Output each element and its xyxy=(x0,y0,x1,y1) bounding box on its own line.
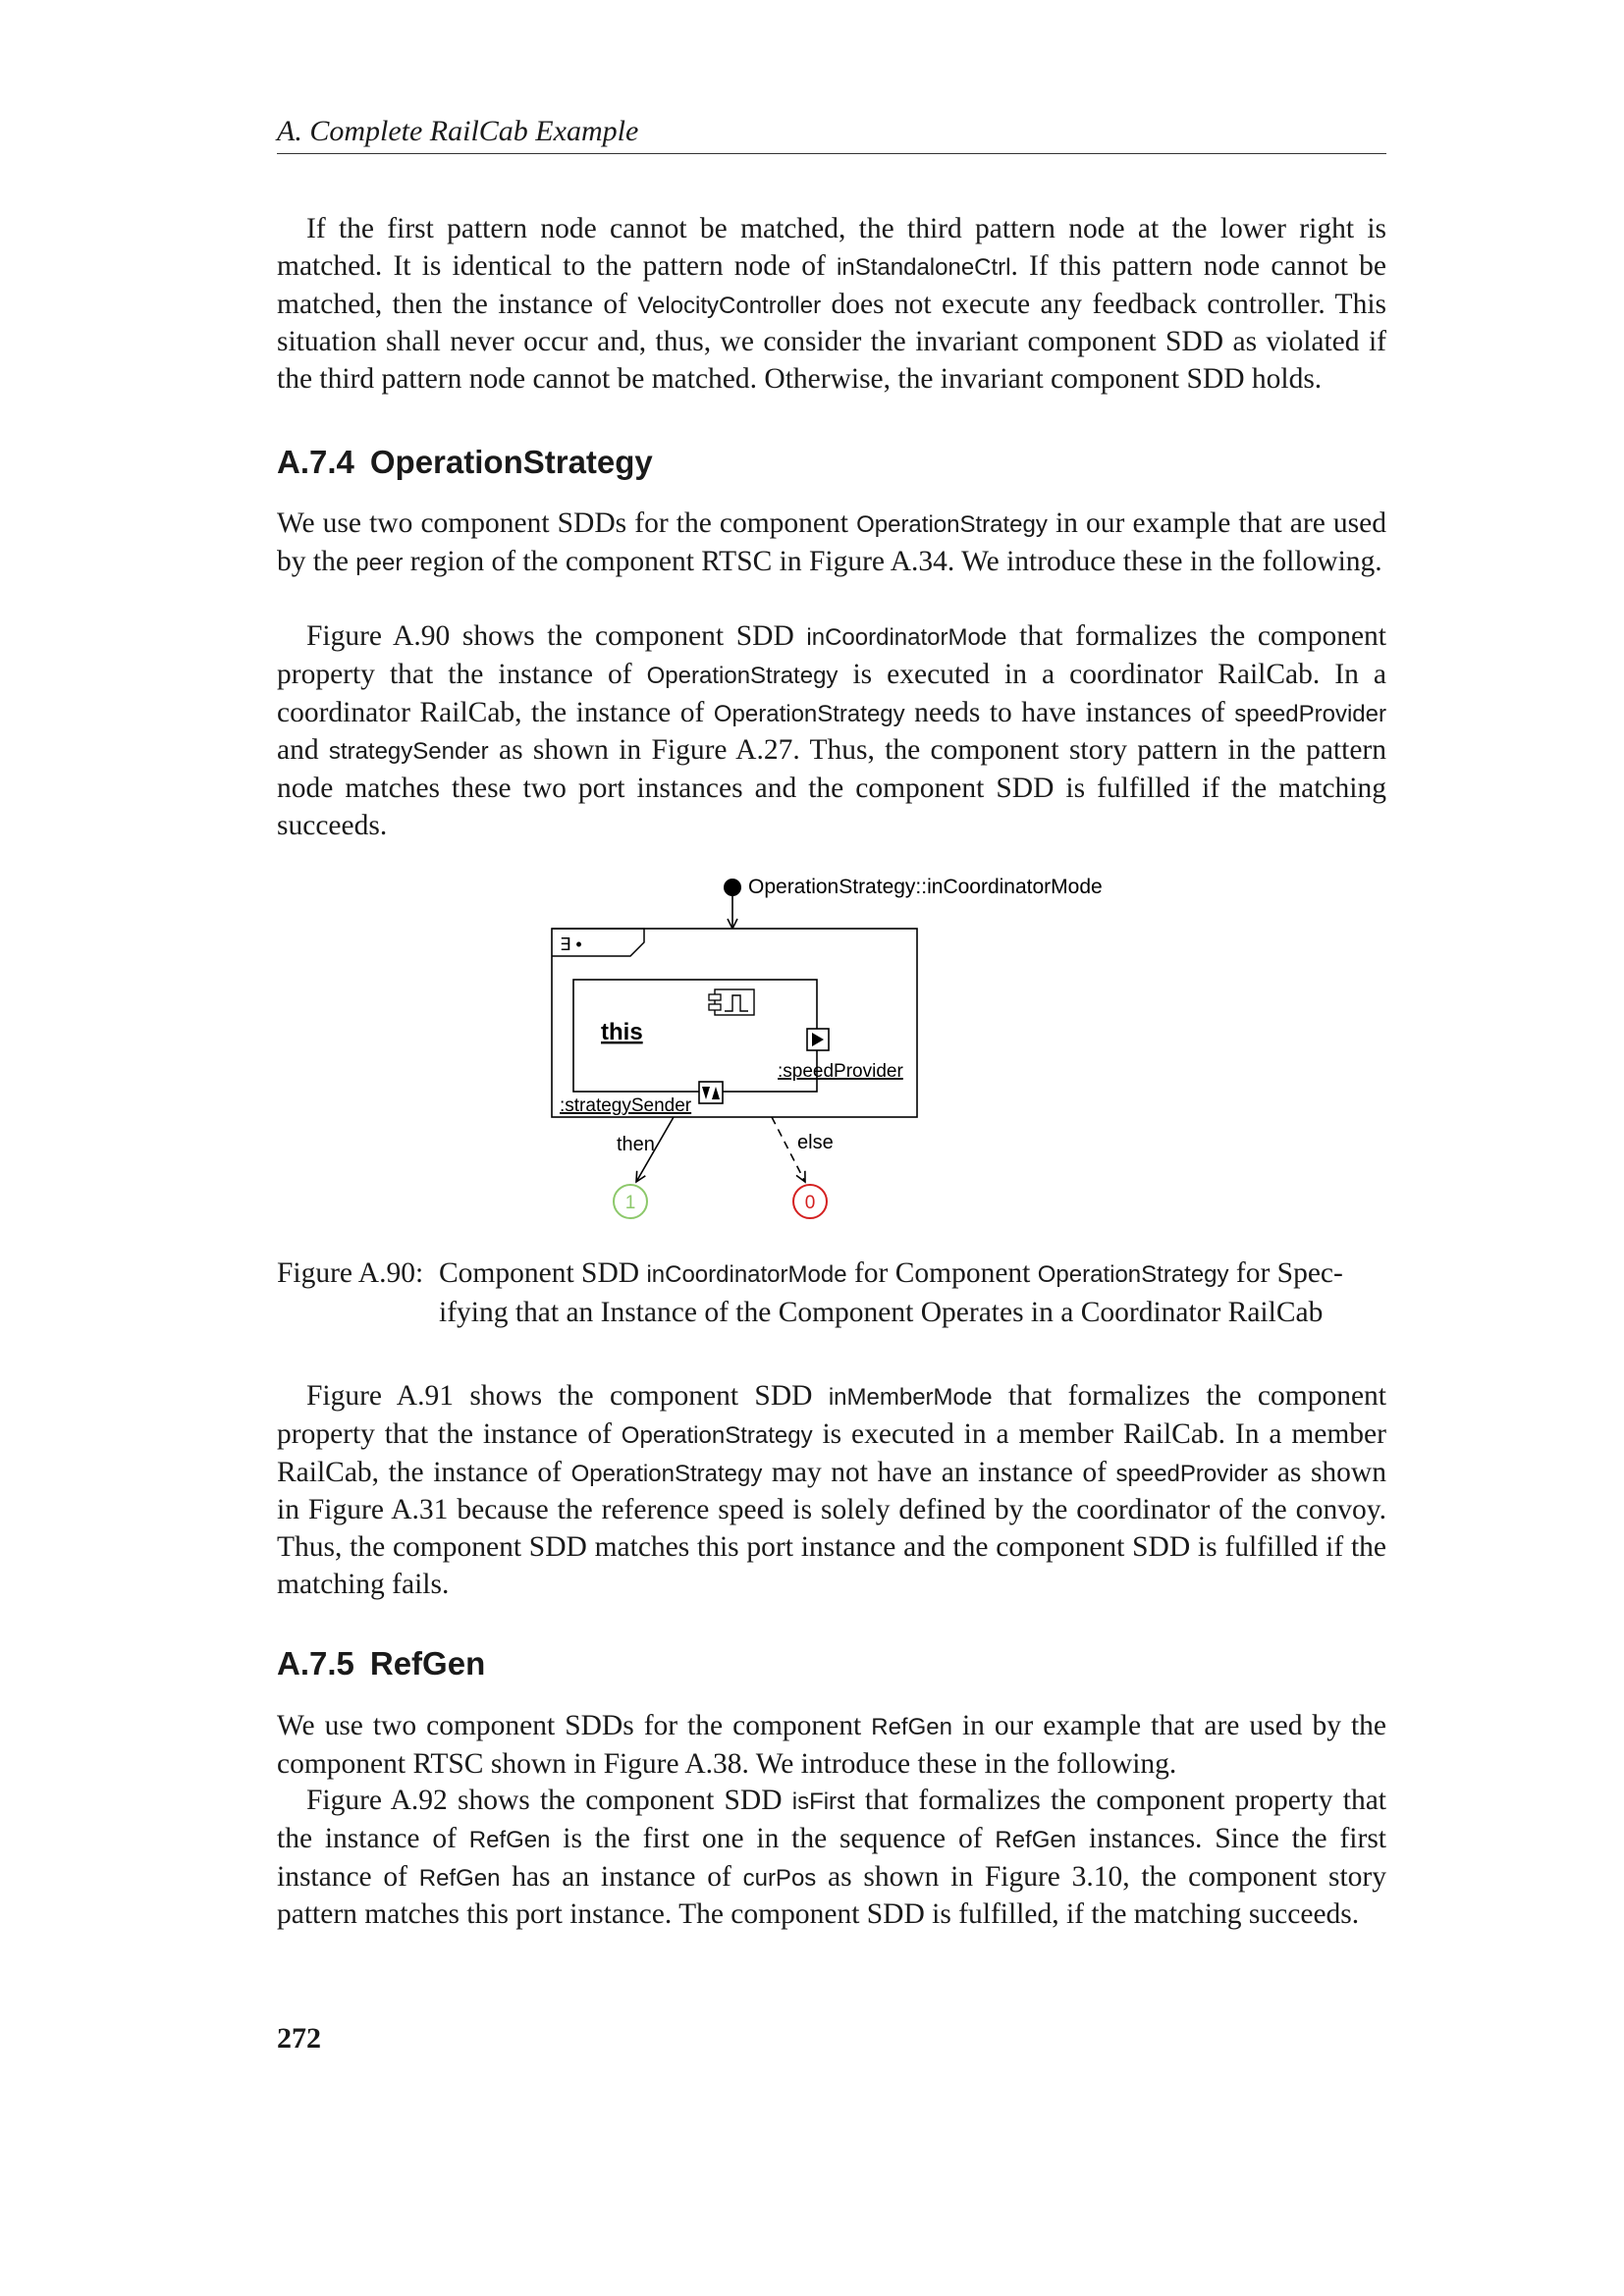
initial-node xyxy=(724,879,741,896)
component-icon xyxy=(709,989,754,1015)
speed-provider-label: :speedProvider xyxy=(778,1061,903,1082)
paragraph-3: Figure A.90 shows the component SDD inCoordinatorMode that formalizes the component property that the instance of OperationStrategy is executed in a coordinator RailCab. In a coordinator RailCab, the instance of OperationStrategy needs to have instances of speedProvider and strategySender as shown in Figure A.27. Thus, the component story pattern in the pattern node matches these two port instances and the component SDD is fulfilled if the matching succeeds. xyxy=(277,620,1387,841)
exists-quantifier: ∃ • xyxy=(560,934,582,954)
start-label: OperationStrategy::inCoordinatorMode xyxy=(748,876,1103,898)
paragraph-2: We use two component SDDs for the component OperationStrategy in our example that are used by the peer region of the component RTSC in Figure A.34. We introduce these in the following. xyxy=(277,507,1386,577)
section-heading-a74: A.7.4 OperationStrategy xyxy=(277,444,653,480)
then-label: then xyxy=(617,1134,655,1155)
caption-label: Figure A.90: xyxy=(277,1257,424,1289)
this-label: this xyxy=(601,1019,643,1045)
final-true-label: 1 xyxy=(624,1193,636,1213)
section-heading-a75: A.7.5 RefGen xyxy=(277,1645,486,1682)
final-false-label: 0 xyxy=(804,1193,816,1213)
strategy-sender-port xyxy=(699,1082,723,1103)
paragraph-1: If the first pattern node cannot be matched, the third pattern node at the lower right is matched. It is identical to the pattern node of inStandaloneCtrl. If this pattern node cannot be matched, then the instance of VelocityController does not execute any feedback controller. This situation shall never occur and, thus, we consider the invariant component SDD as violated if the third pattern node cannot be matched. Otherwise, the invariant component SDD holds. xyxy=(277,213,1387,396)
strategy-sender-label: :strategySender xyxy=(560,1095,692,1116)
paragraph-6: Figure A.92 shows the component SDD isFirst that formalizes the component property that the instance of RefGen is the first one in the sequence of RefGen instances. Since the first instance of RefGen has an instance of curPos as shown in Figure 3.10, the component story pattern matches this port instance. The component SDD is fulfilled, if the matching succeeds. xyxy=(277,1785,1386,1931)
page-number: 272 xyxy=(277,2022,321,2055)
paragraph-4: Figure A.91 shows the component SDD inMemberMode that formalizes the component property that the instance of OperationStrategy is executed in a member RailCab. In a member RailCab, the instance of OperationStrategy may not have an instance of speedProvider as shown in Figure A.31 because the reference speed is solely defined by the coordinator of the convoy. Thus, the component SDD matches this port instance and the component SDD is fulfilled if the matching fails. xyxy=(277,1380,1387,1600)
running-title: A. Complete RailCab Example xyxy=(277,112,1386,154)
else-label: else xyxy=(797,1132,834,1153)
paragraph-5: We use two component SDDs for the component RefGen in our example that are used by the component RTSC shown in Figure A.38. We introduce these in the following. xyxy=(277,1710,1386,1780)
caption-text: Component SDD inCoordinatorMode for Component OperationStrategy for Spec- ifying that an Instance of the Component Operates in a Coordinator RailCab xyxy=(439,1257,1343,1328)
component-sdd-diagram xyxy=(530,864,1139,1237)
